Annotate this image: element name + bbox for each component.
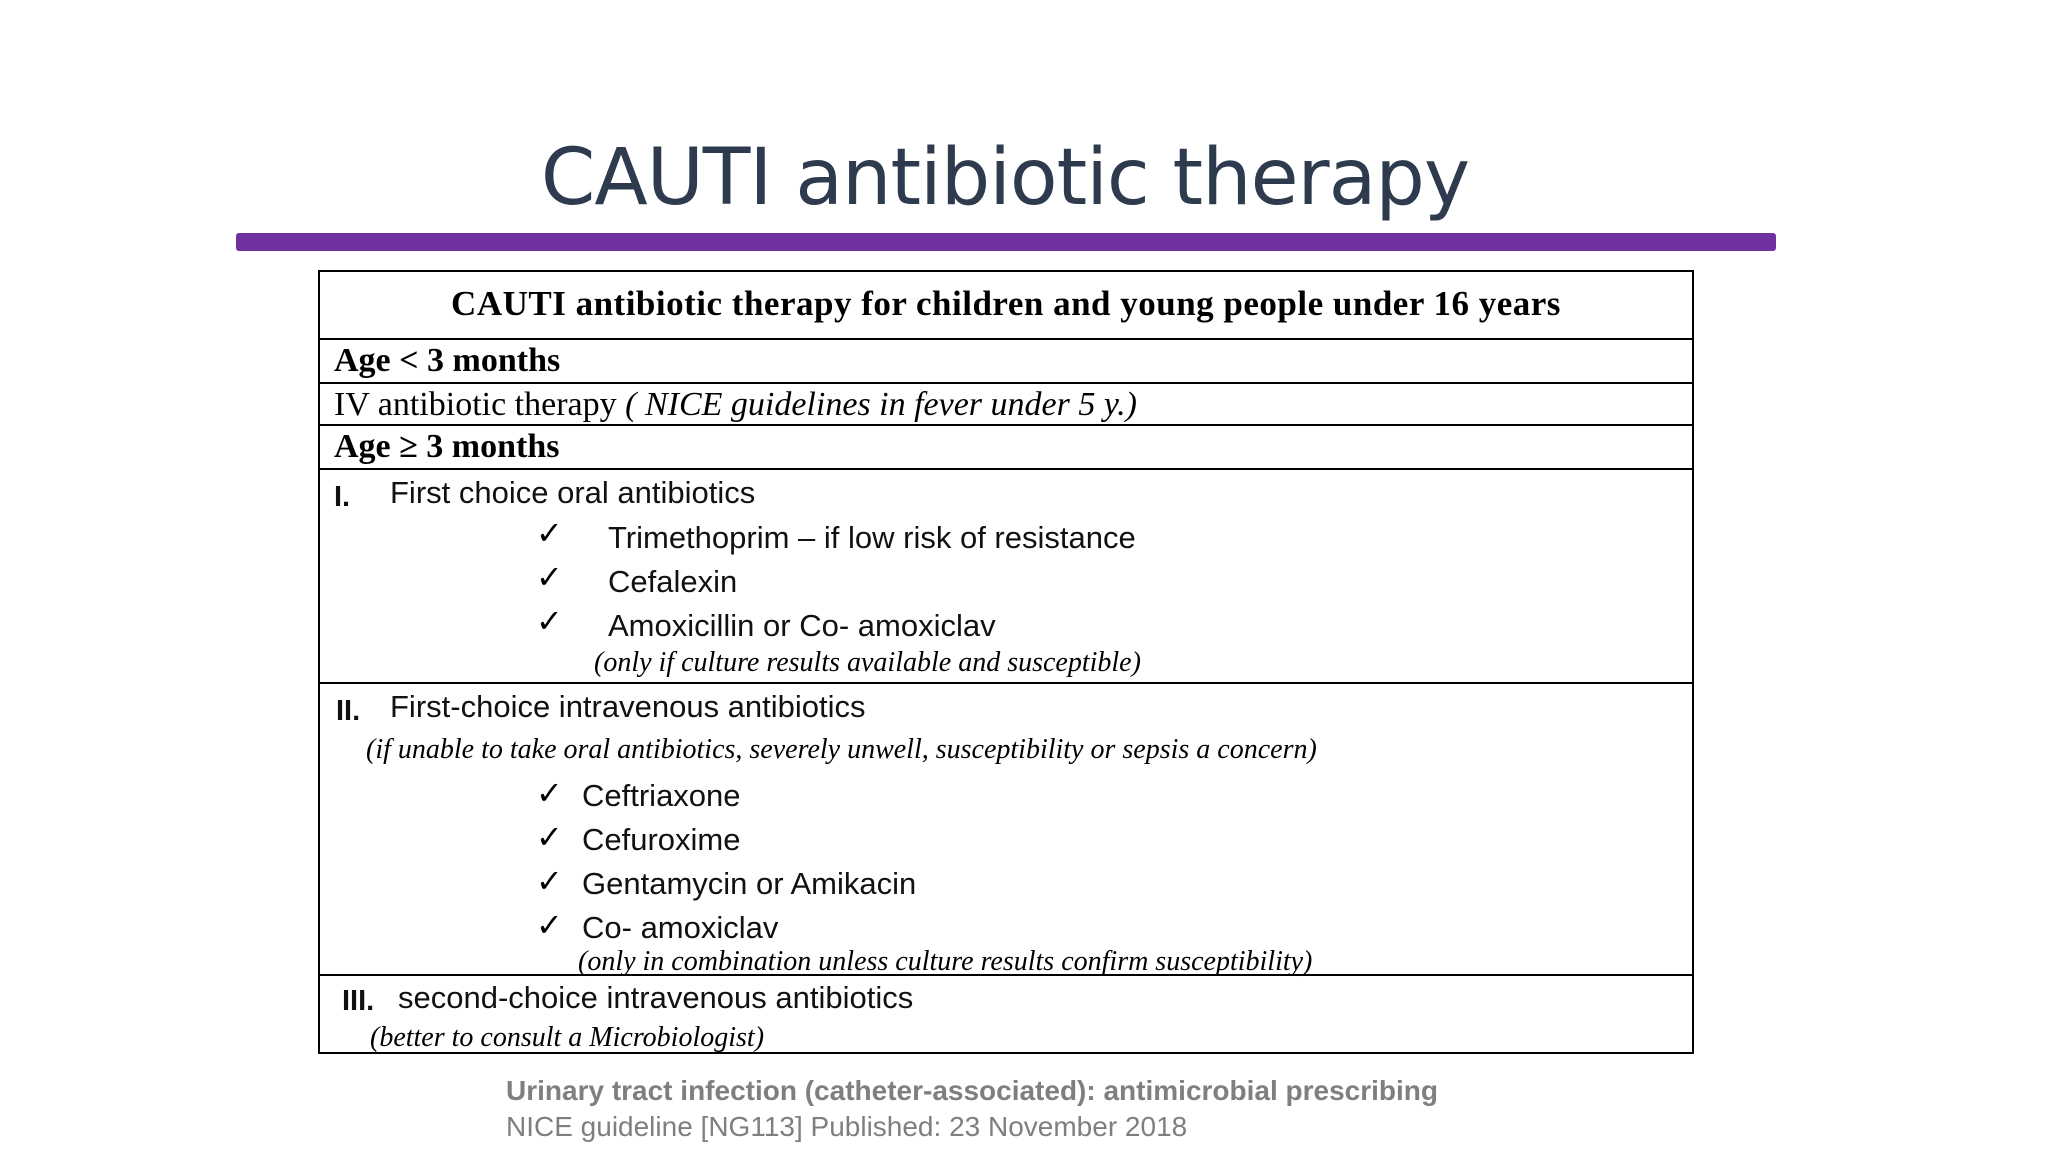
- section-3-row: [320, 976, 1692, 1054]
- age-3-plus-label: Age ≥ 3 months: [334, 428, 560, 465]
- iv-therapy-label: IV antibiotic therapy: [334, 386, 617, 423]
- section-3-note: (better to consult a Microbiologist): [370, 1022, 765, 1053]
- check-icon: ✓: [536, 559, 563, 595]
- section-2-row: [320, 684, 1692, 976]
- iv-therapy-text: [334, 386, 1137, 424]
- section-1-note: (only if culture results available and susceptible): [594, 647, 1141, 678]
- table-header: CAUTI antibiotic therapy for children and young people under 16 years: [451, 284, 1561, 323]
- section-1-item: Amoxicillin or Co- amoxiclav: [608, 608, 996, 643]
- section-1-item: Cefalexin: [608, 564, 738, 599]
- age-3-plus-row: [320, 426, 1692, 470]
- section-1-item: Trimethoprim – if low risk of resistance: [608, 520, 1136, 555]
- section-1-numeral: I.: [334, 481, 351, 513]
- section-3-numeral: III.: [342, 985, 375, 1017]
- section-2-item: Cefuroxime: [582, 822, 741, 857]
- section-2-item: Gentamycin or Amikacin: [582, 866, 917, 901]
- check-icon: ✓: [536, 603, 563, 639]
- iv-therapy-row: [320, 384, 1692, 426]
- table-header-row: [320, 272, 1692, 340]
- slide-title: CAUTI antibiotic therapy: [540, 133, 1470, 223]
- section-2-item: Ceftriaxone: [582, 778, 741, 813]
- title-divider-bar: [236, 233, 1776, 251]
- check-icon: ✓: [536, 775, 563, 811]
- section-3-title: second-choice intravenous antibiotics: [398, 980, 914, 1015]
- check-icon: ✓: [536, 515, 563, 551]
- age-under-3-label: Age < 3 months: [334, 342, 561, 379]
- section-2-item: Co- amoxiclav: [582, 910, 779, 945]
- section-1-row: [320, 470, 1692, 684]
- check-icon: ✓: [536, 819, 563, 855]
- check-icon: ✓: [536, 863, 563, 899]
- footer-title: Urinary tract infection (catheter-associated): antimicrobial prescribing: [506, 1075, 1439, 1106]
- section-1-title: First choice oral antibiotics: [390, 475, 756, 510]
- therapy-table: [318, 270, 1694, 1054]
- iv-therapy-note: ( NICE guidelines in fever under 5 y.): [625, 386, 1137, 423]
- section-2-subnote: (if unable to take oral antibiotics, severely unwell, susceptibility or sepsis a concern): [366, 734, 1317, 765]
- age-under-3-row: [320, 340, 1692, 384]
- section-2-title: First-choice intravenous antibiotics: [390, 689, 866, 724]
- section-2-note: (only in combination unless culture results confirm susceptibility): [578, 946, 1313, 977]
- check-icon: ✓: [536, 907, 563, 943]
- footer-subtitle: NICE guideline [NG113] Published: 23 November 2018: [506, 1111, 1188, 1142]
- section-2-numeral: II.: [336, 695, 361, 727]
